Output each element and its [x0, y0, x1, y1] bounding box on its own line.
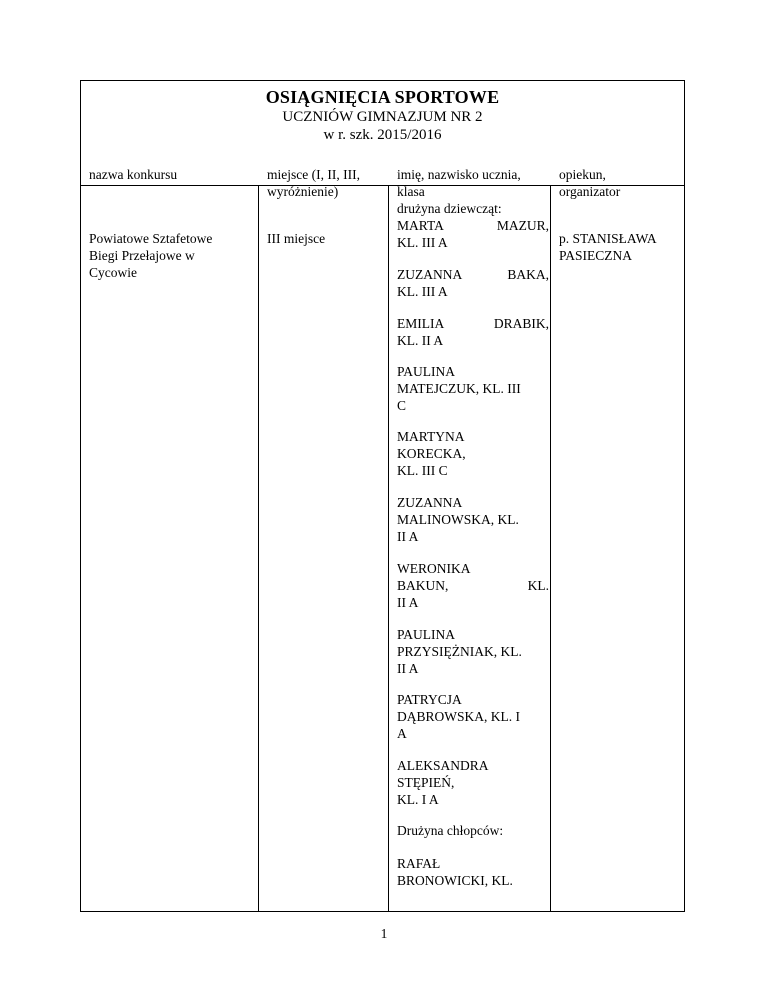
- achievements-table: [80, 167, 685, 912]
- student-entry: RAFAŁ BRONOWICKI, KL.: [397, 856, 513, 888]
- column-divider: [258, 185, 259, 911]
- student-entry: EMILIA DRABIK, KL. II A: [397, 316, 549, 348]
- document-subtitle-2: w r. szk. 2015/2016: [323, 127, 442, 143]
- girls-team-label: drużyna dziewcząt:: [397, 201, 502, 216]
- document-subtitle-1: UCZNIÓW GIMNAZJUM NR 2: [282, 109, 483, 125]
- student-entry: MARTA MAZUR, KL. III A: [397, 218, 549, 250]
- student-entry: PAULINA MATEJCZUK, KL. III C: [397, 364, 521, 413]
- page-number: 1: [380, 926, 388, 941]
- contest-name: Powiatowe Sztafetowe Biegi Przełajowe w Cycowie: [89, 231, 213, 280]
- student-entry: ZUZANNA BAKA, KL. III A: [397, 267, 549, 299]
- boys-team-label: Drużyna chłopców:: [397, 823, 504, 838]
- column-header-contest: nazwa konkursu: [89, 167, 178, 182]
- document-title: OSIĄGNIĘCIA SPORTOWE: [265, 87, 500, 107]
- student-entry: ZUZANNA MALINOWSKA, KL. II A: [397, 495, 519, 544]
- student-entry: PAULINA PRZYSIĘŻNIAK, KL. II A: [397, 627, 522, 676]
- column-divider: [550, 185, 551, 911]
- guardian-name: p. STANISŁAWA PASIECZNA: [559, 231, 657, 263]
- student-entry: WERONIKA BAKUN, KL. II A: [397, 561, 549, 610]
- column-header-student: imię, nazwisko ucznia, klasa: [397, 167, 521, 199]
- place-value: III miejsce: [267, 231, 326, 246]
- column-header-place: miejsce (I, II, III, wyróżnienie): [267, 167, 360, 199]
- student-entry: MARTYNA KORECKA, KL. III C: [397, 429, 466, 478]
- column-header-guardian: opiekun, organizator: [559, 167, 621, 199]
- student-entry: PATRYCJA DĄBROWSKA, KL. I A: [397, 692, 520, 741]
- student-entry: ALEKSANDRA STĘPIEŃ, KL. I A: [397, 758, 489, 807]
- column-divider: [388, 185, 389, 911]
